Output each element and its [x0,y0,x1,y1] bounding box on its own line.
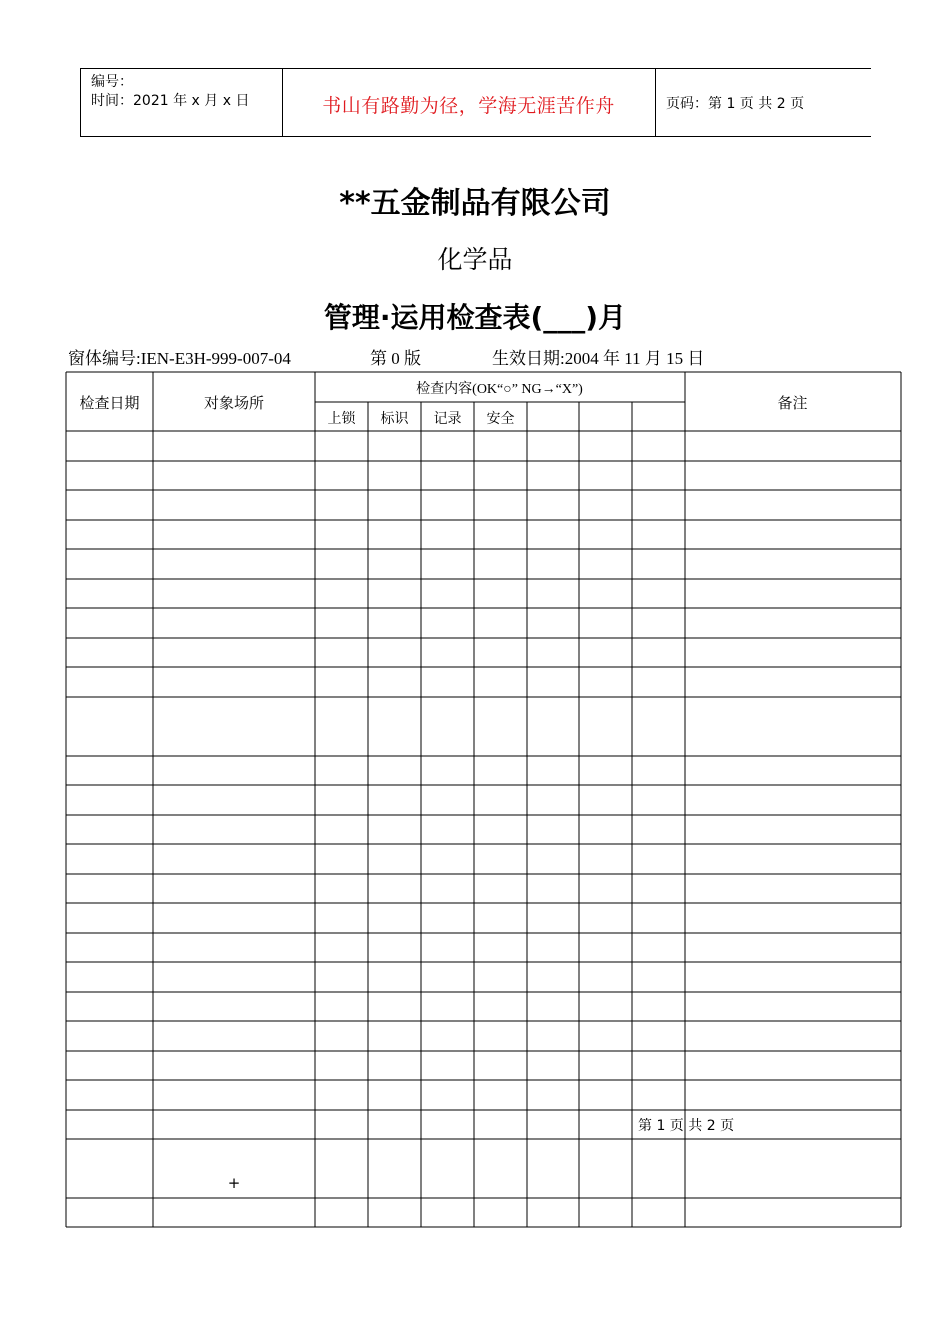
table-page-footer: 第 1 页 共 2 页 [638,1118,735,1134]
col-header-content: 检查内容(OK“○” NG→“X”) [416,382,583,397]
col-header-place: 对象场所 [203,394,264,412]
subject-title: 化学品 [437,245,513,274]
motto-text: 书山有路勤为径，学海无涯苦作舟 [322,95,615,117]
form-title: 管理·运用检查表(___)月 [323,301,627,334]
form-number: 窗体编号:IEN-E3H-999-007-04 [68,349,291,368]
company-title: **五金制品有限公司 [339,186,611,221]
col-header-remark: 备注 [777,394,808,412]
sub-header-record: 记录 [433,411,462,427]
page-info: 页码：第 1 页 共 2 页 [666,96,805,112]
plus-mark: + [227,1174,241,1192]
effective-date: 生效日期:2004 年 11 月 15 日 [492,349,705,368]
col-header-date: 检查日期 [79,394,140,412]
number-label: 编号： [91,74,133,90]
sub-header-safety: 安全 [486,411,515,427]
sub-header-lock: 上锁 [327,411,356,427]
sub-header-mark: 标识 [380,411,409,427]
time-label: 时间：2021 年 x 月 x 日 [91,93,250,109]
version-label: 第 0 版 [370,349,421,368]
